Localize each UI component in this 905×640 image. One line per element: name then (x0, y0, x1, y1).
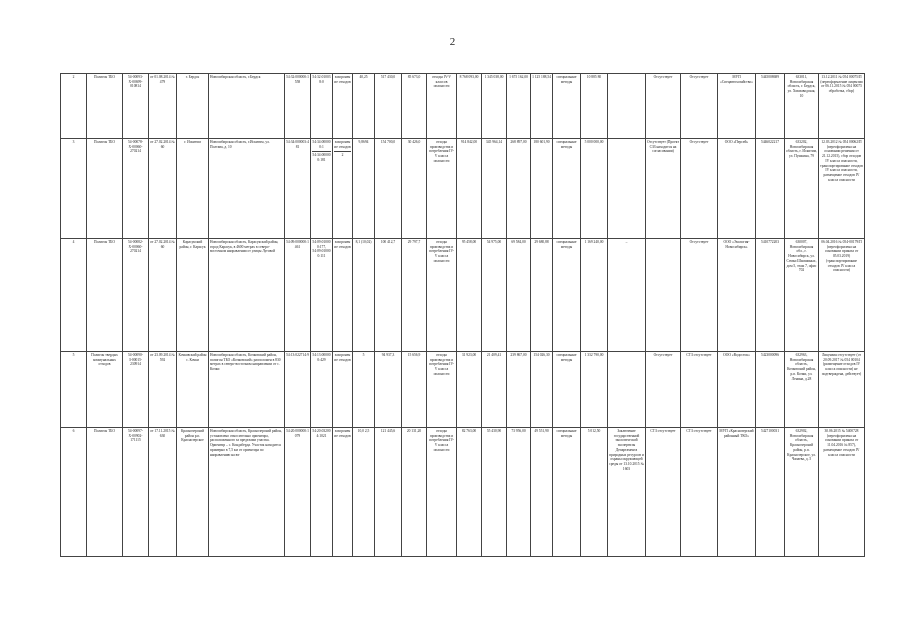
cadastral-number: 54:20:000000:1079 (285, 428, 311, 557)
operator-address: 633202, Новосибирская область, г. Искитим, ул. Пушкина, 79 (785, 139, 819, 239)
remaining-capacity: 1 169 240,00 (581, 239, 608, 352)
table-row (61, 352, 865, 428)
volume-4: 49 551,90 (531, 428, 553, 557)
area: 5 (353, 352, 375, 428)
sanitary-zone: Отсутствует (Проект СЗЗ находится на согласовании) (646, 139, 681, 239)
purpose: захоронение отходов (333, 239, 353, 352)
remaining-capacity: 10 885 80 (581, 74, 608, 139)
cadastral-block: 54:32:010038:0 (311, 74, 333, 139)
license: 13.12.2011 № 054 00075/П (переоформление лицензии от 06.11.2015 № 054 00075 обработка, сбор) (819, 74, 865, 139)
sanitary-zone-2: СТЗ отсутствует (681, 352, 718, 428)
sanitary-zone: СТЗ отсутствует (646, 428, 681, 557)
page-number: 2 (449, 36, 456, 48)
license: 30.06.2015 № 5400728 (переоформлена на основании приказа от 11.04.2016 № 857), размещение отходов IV класса опасности (819, 428, 865, 557)
location: Новосибирская область, Краснозерский район, установлено относительно ориентира, расположенного за пределами участка. Ориентир – с. Кондаберда. Участок находится примерно в 7,5 км от ориентира по направлению на юг (209, 428, 285, 557)
cadastral-number: 54:32:000000:1558 (285, 74, 311, 139)
operator-address: 632963, Новосибирская область, Кочковский район, р.п. Кочки, ул. Ленина, д.28 (785, 352, 819, 428)
table-row (61, 239, 865, 352)
registry-number: 54-00093-Х-00699-010814 (123, 74, 149, 139)
registry-number: 54-00082-Х-00060-270214 (123, 239, 149, 352)
purpose: захоронение отходов (333, 352, 353, 428)
operator-inn: 5410772203 (756, 239, 785, 352)
object-name: Полигон твердых коммунальных отходов (87, 352, 123, 428)
design-capacity: 154 700,0 (375, 139, 402, 239)
license: 06.04.2016 № 054-00179/П (переоформлена на основании приказа от 05.03.2019) (транспортирование отходов IV класса опасности) (819, 239, 865, 352)
remaining-capacity: 5 000 000,00 (581, 139, 608, 239)
district: Карасукский район, г. Карасук (177, 239, 209, 352)
registry-number: 54-00097-Х-00902-171115 (123, 428, 149, 557)
cadastral-block-secondary: 54:34:000000:181 (312, 153, 331, 163)
object-name: Полигон ТБО (87, 139, 123, 239)
district: г. Бердск (177, 74, 209, 139)
annual-capacity: 29 797,7 (402, 239, 427, 352)
location: Новосибирская область, г.Искитим, ул. Полтава, д. 10 (209, 139, 285, 239)
sanitary-zone-2: Отсутствует (681, 239, 718, 352)
monitoring-method: специальные методы (553, 352, 581, 428)
order-date: от 27.02.2014 № 60 (149, 139, 177, 239)
design-capacity: 100 412,7 (375, 239, 402, 352)
operator-inn: 5446022217 (756, 139, 785, 239)
sanitary-zone: Отсутствует (646, 74, 681, 139)
design-capacity: 94 937,3 (375, 352, 402, 428)
volume-2: 21 409,41 (482, 352, 507, 428)
monitoring-method: специальные методы (553, 239, 581, 352)
expertise: Заключение государственной экологической экспертизы Департамента природных ресурсов и охраны окружающей среды от 13.10.2015 № 1603 (608, 428, 646, 557)
district: Краснозерский район р.п. Краснозерское (177, 428, 209, 557)
row-number: 6 (61, 428, 87, 557)
order-date: от 01.08.2014 № 479 (149, 74, 177, 139)
sanitary-zone-2: Отсутствует (681, 139, 718, 239)
volume-1: 31 923,00 (457, 352, 482, 428)
volume-4: 154 026,30 (531, 352, 553, 428)
volume-3: 1 675 162,00 (507, 74, 531, 139)
cadastral-number: 54:13:022714:9 (285, 352, 311, 428)
annual-capacity: 30 426,0 (402, 139, 427, 239)
remaining-capacity: 5 012,50 (581, 428, 608, 557)
purpose-secondary: 2 (334, 151, 351, 158)
operator-inn: 5423000096 (756, 352, 785, 428)
volume-2: 54 975,00 (482, 239, 507, 352)
purpose-primary: захоронение отходов (334, 140, 351, 149)
operator-address: 630007, Новосибирская обл., г. Новосибирск, ул. Семьи Шамшиных, дом 5, этаж 7, офис 702 (785, 239, 819, 352)
cadastral-number: 54:34:000003:481 (285, 139, 311, 239)
design-capacity: 121 445,6 (375, 428, 402, 557)
volume-1: 82 763,00 (457, 428, 482, 557)
volume-3: 69 584,00 (507, 239, 531, 352)
operator-name: МУП «Спецавтохозяйство» (718, 74, 756, 139)
volume-1: 8 768 093,00 (457, 74, 482, 139)
volume-4: 1 125 188,54 (531, 74, 553, 139)
license: 12.03.2012 № 054 00062/П (переоформлена на основании решения от 21.12.2015), сбор отходов IV класса опасности, транспортирование отходов IV класса опасности, размещение отходов IV класса опасности (819, 139, 865, 239)
waste-type: отходы производства и потребления IV-V класса опасности (427, 352, 457, 428)
volume-2: 55 430,90 (482, 428, 507, 557)
operator-name: ООО «Персей» (718, 139, 756, 239)
cadastral-number: 54:09:000000:1461 (285, 239, 311, 352)
monitoring-method: специальные методы (553, 428, 581, 557)
expertise (608, 74, 646, 139)
volume-2: 1 345 038,00 (482, 74, 507, 139)
volume-4: 180 601,90 (531, 139, 553, 239)
remaining-capacity: 1 332 790,00 (581, 352, 608, 428)
area: 40,25 (353, 74, 375, 139)
order-date: от 23.09.2014 № 592 (149, 352, 177, 428)
volume-3: 268 897,00 (507, 139, 531, 239)
volume-1: 914 842,00 (457, 139, 482, 239)
operator-inn: 5427100031 (756, 428, 785, 557)
object-name: Полигон ТБО (87, 239, 123, 352)
landfill-registry-table (60, 73, 865, 557)
waste-type: отходы производства и потребления IV-V класса опасности (427, 428, 457, 557)
license: Лицензия отсутствует (от 20.09.2017 № 054 00104 (размещение отходов IV класса опасности) не подтверждена, действует) (819, 352, 865, 428)
volume-4: 29 680,88 (531, 239, 553, 352)
monitoring-method: специальные методы (553, 139, 581, 239)
cadastral-block: 54:20:032004:1021 (311, 428, 333, 557)
district: Кочковский район с. Кочки (177, 352, 209, 428)
volume-2: 345 964,14 (482, 139, 507, 239)
annual-capacity: 15 656,9 (402, 352, 427, 428)
operator-inn: 5445008689 (756, 74, 785, 139)
table-row (61, 428, 865, 557)
district: г. Искитим (177, 139, 209, 239)
monitoring-method: специальные методы (553, 74, 581, 139)
volume-3: 239 867,00 (507, 352, 531, 428)
sanitary-zone: Отсутствует (646, 352, 681, 428)
cadastral-block: 54:13:000000:429 (311, 352, 333, 428)
volume-1: 95 458,00 (457, 239, 482, 352)
row-number: 3 (61, 139, 87, 239)
volume-3: 73 956,00 (507, 428, 531, 557)
table-row (61, 139, 865, 239)
waste-type: отходы производства и потребления IV-V класса опасности (427, 239, 457, 352)
annual-capacity: 85 673,0 (402, 74, 427, 139)
expertise: – (608, 239, 646, 352)
order-date: от 17.11.2015 № 630 (149, 428, 177, 557)
cadastral-block: 54:09:010000:177, 54:09:010000:111 (311, 239, 333, 352)
cadastral-block-primary: 54:34:000000:1 (312, 140, 331, 149)
location: Новосибирская область, Кочковский район, полигон ТБО «Кочковский» расположен в 830 метрах в северо-восточном направлении от с. Кочки (209, 352, 285, 428)
sanitary-zone-2: Отсутствует (681, 74, 718, 139)
object-name: Полигон ТБО (87, 428, 123, 557)
expertise (608, 139, 646, 239)
row-number: 5 (61, 352, 87, 428)
expertise (608, 352, 646, 428)
operator-address: 633011, Новосибирская область, г. Бердск, ул. Химзаводская, 10 (785, 74, 819, 139)
purpose: захоронение отходов (333, 428, 353, 557)
waste-type: отходы IV-V классов опасности (427, 74, 457, 139)
area: 10,0 2,5 (353, 428, 375, 557)
sanitary-zone (646, 239, 681, 352)
operator-name: ООО «Экология-Новосибирск» (718, 239, 756, 352)
annual-capacity: 20 131,20 (402, 428, 427, 557)
object-name: Полигон ТБО (87, 74, 123, 139)
row-number: 4 (61, 239, 87, 352)
location: Новосибирская область, г.Бердск (209, 74, 285, 139)
order-date: от 27.02.2014 № 60 (149, 239, 177, 352)
area: 8,1 (10,02) (353, 239, 375, 352)
design-capacity: 517 430,0 (375, 74, 402, 139)
operator-name: МУП «Краснозерский районный ТКО» (718, 428, 756, 557)
registry-number: 54-00090-З-00015-230914 (123, 352, 149, 428)
location: Новосибирская область, Карасукский район, город Карасук, в 4600 метрах в северо-восточном направлении от улицы Луговой (209, 239, 285, 352)
table-row (61, 74, 865, 139)
cadastral-block (311, 139, 333, 239)
row-number: 2 (61, 74, 87, 139)
purpose: захоронение отходов (333, 74, 353, 139)
purpose (333, 139, 353, 239)
area: 9,8694 (353, 139, 375, 239)
waste-type: отходы производства и потребления IV-V класса опасности (427, 139, 457, 239)
sanitary-zone-2: СТЗ отсутствует (681, 428, 718, 557)
operator-address: 632902, Новосибирская область, Краснозерский район, р.п. Краснозерское, ул. Чапаева, д. 5 (785, 428, 819, 557)
registry-number: 54-00078-Х-00060-270214 (123, 139, 149, 239)
operator-name: ООО «Водосток» (718, 352, 756, 428)
